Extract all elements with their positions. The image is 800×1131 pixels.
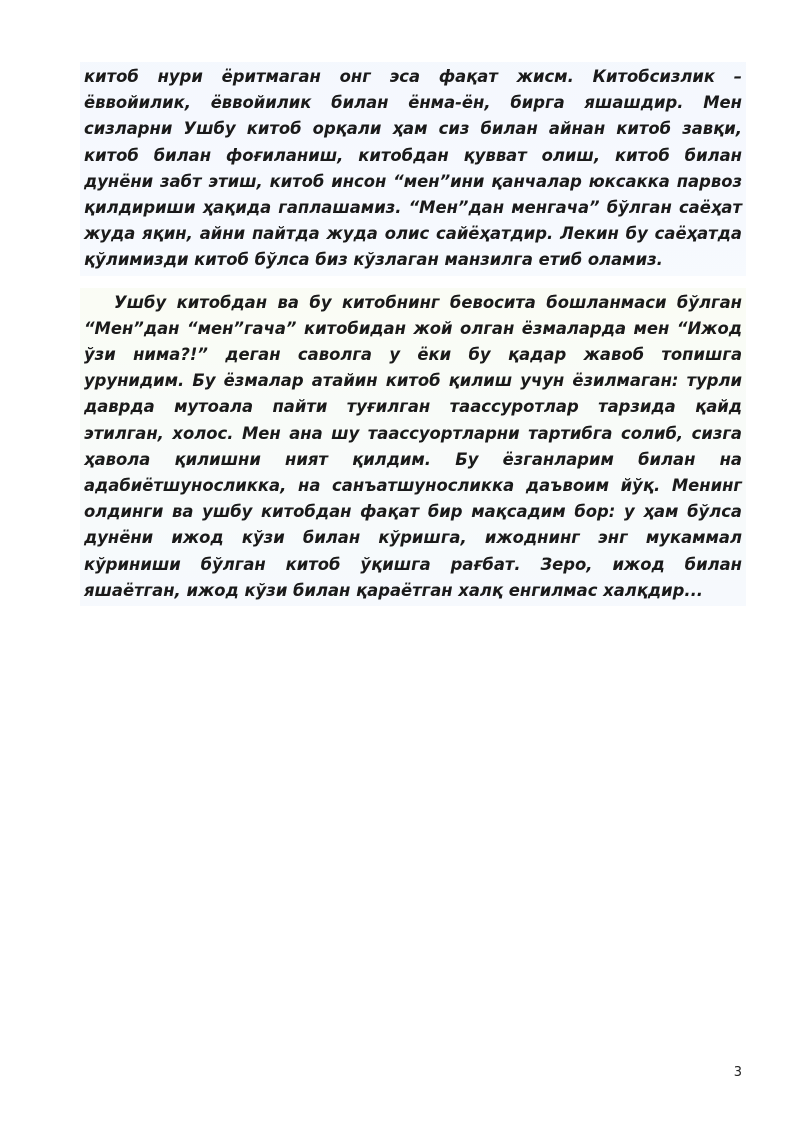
paragraph-1: китоб нури ёритмаган онг эса фақат жисм. Китобсизлик – ёввойилик, ёввойилик билан ёнма-ён, бирга яшашдир. Мен сизларни Ушбу китоб орқали ҳам сиз билан айнан китоб завқи, китоб билан фоғиланиш, китобдан қувват олиш, китоб билан дунёни забт этиш, китоб инсон “мен”ини қанчалар юксакка парвоз қилдириши ҳақида гаплашамиз. “Мен”дан менгача” бўлган саёҳат жуда яқин, айни пайтда жуда олис сайёҳатдир. Лекин бу саёҳатда қўлимизди китоб бўлса биз кўзлаган манзилга етиб оламиз. bbox=[80, 62, 746, 276]
body-text bbox=[84, 62, 742, 606]
paragraph-2: Ушбу китобдан ва бу китобнинг бевосита бошланмаси бўлган “Мен”дан “мен”гача” китобидан жой олган ёзмаларда мен “Ижод ўзи нима?!” деган саволга у ёки бу қадар жавоб топишга урунидим. Бу ёзмалар атайин китоб қилиш учун ёзилмаган: турли даврда мутоала пайти туғилган таассуротлар тарзида қайд этилган, холос. Мен ана шу таассуортларни тартибга солиб, сизга ҳавола қилишни ният қилдим. Бу ёзганларим билан на адабиётшуносликка, на санъатшуносликка даъвоим йўқ. Менинг олдинги ва ушбу китобдан фақат бир мақсадим бор: у ҳам бўлса дунёни ижод кўзи билан кўришга, ижоднинг энг мукаммал кўриниши бўлган китоб ўқишга рағбат. Зеро, ижод билан яшаётган, ижод кўзи билан қараётган халқ енгилмас халқдир... bbox=[80, 288, 746, 606]
page-number: 3 bbox=[733, 1065, 742, 1080]
